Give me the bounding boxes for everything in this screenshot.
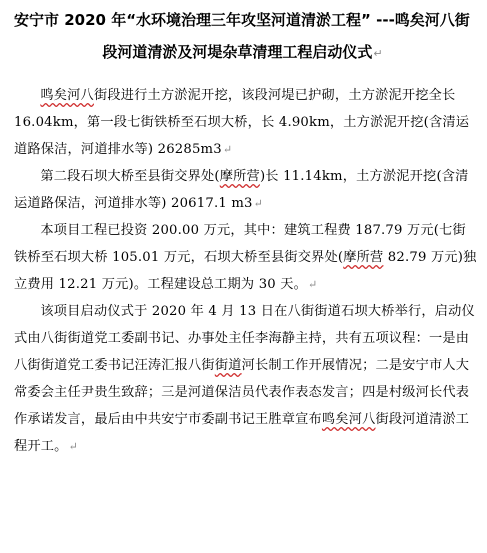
paragraph-mark-icon: ↵ xyxy=(373,47,383,60)
title-line-1: 安宁市 2020 年“水环境治理三年攻坚河道清淤工程” ---鸣矣河八街 xyxy=(14,11,470,29)
paragraph-mark-icon: ↵ xyxy=(68,440,78,453)
paragraph-text: 第二段石坝大桥至县街交界处( xyxy=(40,169,220,184)
paragraph-mark-icon: ↵ xyxy=(253,197,264,210)
paragraph-3 xyxy=(0,217,487,298)
title-line-2: 段河道清淤及河堤杂草清理工程启动仪式 xyxy=(102,43,373,61)
spell-flag: 摩所营 xyxy=(343,250,384,265)
title-line-2-wrap xyxy=(14,36,477,70)
paragraph-mark-icon: ↵ xyxy=(222,143,233,156)
paragraph-text: 河长制工作开展情况；二是安宁市人大常委会主任尹贵生致辞；三是河道保洁员代表作表态发言；四是村级河长代表作承诺发言，最后由中共安宁市委副书记王胜章宣布 xyxy=(14,358,470,427)
paragraph-text: 本项目工程已投资 200.00 万元，其中：建筑工程费 187.79 万元(七街铁桥至石坝大桥 105.01 万元，石坝大桥至县街交界处( xyxy=(14,223,466,265)
spell-flag: 街道 xyxy=(214,358,242,373)
paragraph-text: 该项目启动仪式于 2020 年 4 月 13 日在八街街道石坝大桥举行，启动仪式由八街街道党工委副书记、办事处主任李海静主持，共有五项议程：一是由八街街道党工委书记汪涛汇报八街 xyxy=(14,304,475,373)
document-title xyxy=(0,0,487,70)
spell-flag: 鸣矣河八 xyxy=(40,88,94,103)
paragraph-text: 82.79 万元)独立费用 12.21 万元)。工程建设总工期为 30 天。 xyxy=(14,250,477,292)
paragraph-text: 街段河道清淤工程开工。 xyxy=(14,412,470,454)
paragraph-2 xyxy=(0,163,487,217)
paragraph-mark-icon: ↵ xyxy=(308,278,318,291)
paragraph-text: 街段进行土方淤泥开挖，该段河堤已护砌，土方淤泥开挖全长 16.04km，第一段七街铁桥至石坝大桥，长 4.90km，土方淤泥开挖(含清运道路保洁，河道排水等) 26285m3 xyxy=(14,88,470,157)
spell-flag: 摩所营 xyxy=(219,169,260,184)
paragraph-4 xyxy=(0,298,487,460)
spell-flag: 鸣矣河八 xyxy=(321,412,376,427)
paragraph-text: )长 11.14km，土方淤泥开挖(含清运道路保洁，河道排水等) 20617.1 m3 xyxy=(14,169,469,211)
paragraph-1 xyxy=(0,82,487,163)
